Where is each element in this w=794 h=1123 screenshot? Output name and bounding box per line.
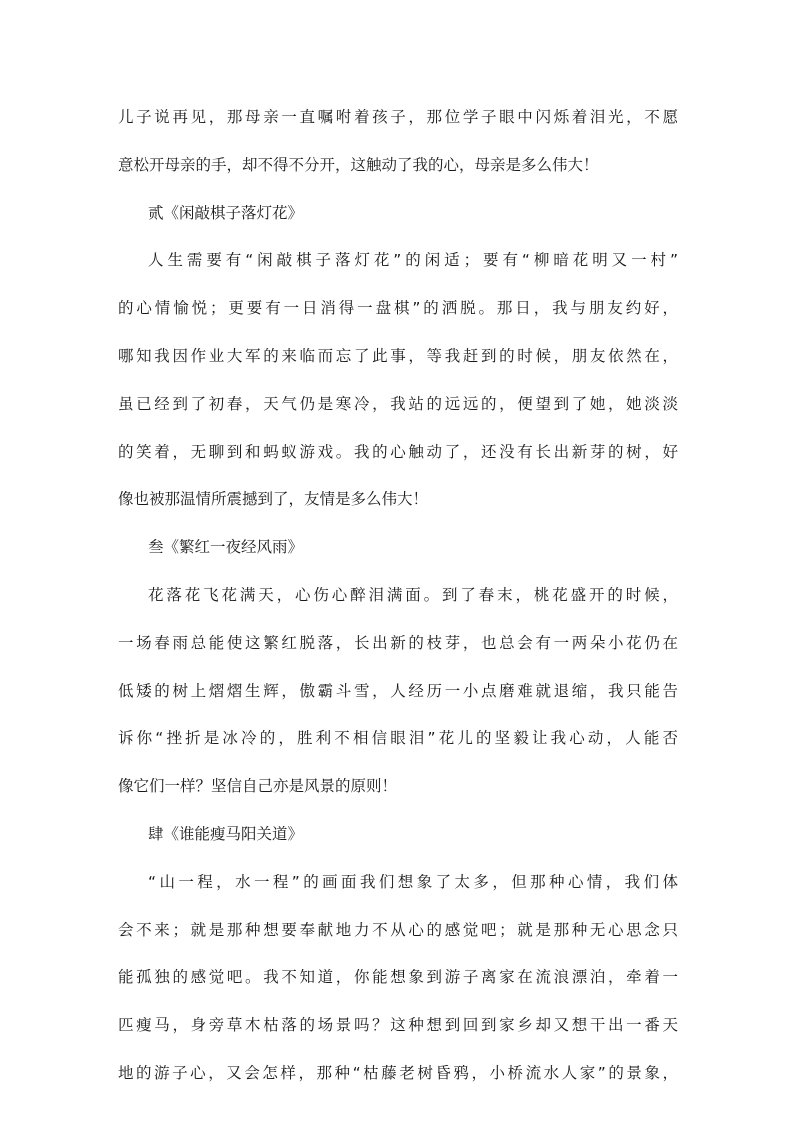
text-line: 虽已经到了初春，天气仍是寒冷，我站的远远的，便望到了她，她淡淡 [118,394,678,413]
text-line: 花落花飞花满天，心伤心醉泪满面。到了春末，桃花盛开的时候， [148,585,678,604]
text-line: 人生需要有“闲敲棋子落灯花”的闲适；要有“柳暗花明又一村” [148,251,678,270]
text-line: 诉你“挫折是冰冷的，胜利不相信眼泪”花儿的坚毅让我心动，人能否 [118,729,678,748]
text-line: 叁《繁红一夜经风雨》 [148,538,304,557]
text-line: 一场春雨总能使这繁红脱落，长出新的枝芽，也总会有一两朵小花仍在 [118,633,678,652]
text-line: 低矮的树上熠熠生辉，傲霸斗雪，人经历一小点磨难就退缩，我只能告 [118,681,678,700]
text-line: 贰《闲敲棋子落灯花》 [148,203,304,222]
document-body [118,94,678,1098]
text-line: 会不来；就是那种想要奉献地力不从心的感觉吧；就是那种无心思念只 [118,920,678,939]
text-line: “山一程，水一程”的画面我们想象了太多，但那种心情，我们体 [148,872,678,891]
text-line: 肆《谁能瘦马阳关道》 [148,824,304,843]
text-line: 的笑着，无聊到和蚂蚁游戏。我的心触动了，还没有长出新芽的树，好 [118,442,678,461]
text-line: 能孤独的感觉吧。我不知道，你能想象到游子离家在流浪漂泊，牵着一 [118,968,678,987]
text-line: 意松开母亲的手，却不得不分开，这触动了我的心，母亲是多么伟大！ [118,155,599,174]
text-line: 像也被那温情所震撼到了，友情是多么伟大！ [118,490,429,509]
text-line: 匹瘦马，身旁草木枯落的场景吗？这种想到回到家乡却又想干出一番天 [118,1016,678,1035]
text-line: 的心情愉悦；更要有一日消得一盘棋”的洒脱。那日，我与朋友约好， [118,299,678,318]
text-line: 地的游子心，又会怎样，那种“枯藤老树昏鸦，小桥流水人家”的景象， [118,1063,678,1082]
text-line: 哪知我因作业大军的来临而忘了此事，等我赶到的时候，朋友依然在， [118,346,678,365]
text-line: 像它们一样？坚信自己亦是风景的原则！ [118,777,398,796]
text-line: 儿子说再见，那母亲一直嘱咐着孩子，那位学子眼中闪烁着泪光，不愿 [118,108,678,126]
